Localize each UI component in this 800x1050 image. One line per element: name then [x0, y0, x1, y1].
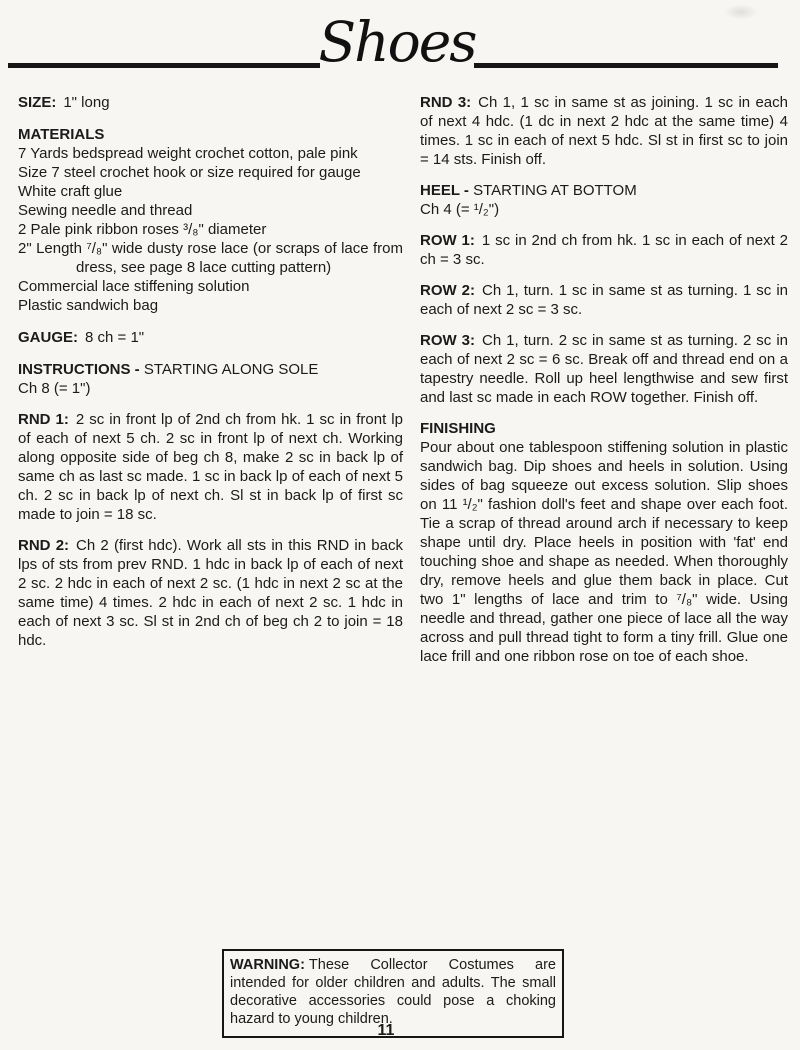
size-label: SIZE:	[18, 94, 57, 111]
warning-label: WARNING:	[230, 957, 305, 973]
instructions-heading-rest: STARTING ALONG SOLE	[143, 361, 319, 378]
heel-heading-block	[420, 181, 788, 219]
round-text: Ch 2 (first hdc). Work all sts in this RND in back lps of sts from prev RND. 1 hdc in back lp of each of next 2 sc. 2 hdc in each of next 2 sc. (1 hdc in next 2 sc at the same time) 4 times. 2 hdc in each of next 2 sc. 1 hdc in each of next 3 sc. Sl st in 2nd ch of beg ch 2 to join = 18 hdc.	[18, 537, 403, 649]
heel-heading-bold: HEEL -	[420, 182, 469, 199]
row-label: ROW 3:	[420, 332, 475, 349]
left-column	[18, 93, 403, 662]
round-label: RND 2:	[18, 537, 70, 554]
round-paragraph	[420, 93, 788, 169]
gauge-value: 8 ch = 1"	[85, 329, 145, 346]
round-text: 2 sc in front lp of 2nd ch from hk. 1 sc in front lp of each of next 5 ch. 2 sc in front lp of next ch. Working along opposite side of beg ch 8, make 2 sc in back lp of same ch as last sc made. 1 sc in back lp of each of next 5 ch. 2 sc in back lp of next ch. Sl st in back lp of first sc made to join = 18 sc.	[18, 411, 403, 523]
materials-item: Plastic sandwich bag	[18, 297, 159, 314]
page-number: 11	[377, 1022, 395, 1039]
finishing-heading: FINISHING	[420, 420, 496, 437]
materials-item: 7 Yards bedspread weight crochet cotton, pale pink	[18, 145, 358, 162]
heel-start: Ch 4 (= ¹/₂")	[420, 201, 500, 218]
instructions-heading	[18, 360, 403, 379]
heel-heading	[420, 181, 788, 200]
instructions-start: Ch 8 (= 1")	[18, 380, 91, 397]
row-label: ROW 2:	[420, 282, 475, 299]
materials-item: White craft glue	[18, 183, 123, 200]
row-text: Ch 1, turn. 2 sc in same st as turning. 2 sc in each of next 2 sc = 6 sc. Break off and thread end on a tapestry needle. Roll up heel lengthwise and sew first and last sc made in each ROW together. Finish off.	[420, 332, 788, 406]
scan-artifact	[724, 4, 758, 20]
warning-text: These Collector Costumes are intended for older children and adults. The small decorative accessories could pose a choking hazard to young children.	[230, 957, 556, 1027]
materials-item: Commercial lace stiffening solution	[18, 278, 250, 295]
row-paragraph	[420, 231, 788, 269]
row-paragraph	[420, 281, 788, 319]
header-rule-right	[474, 63, 778, 68]
materials-item: 2" Length ⁷/₈" wide dusty rose lace (or scraps of lace from dress, see page 8 lace cutting pattern)	[18, 240, 403, 276]
round-label: RND 3:	[420, 94, 472, 111]
size-line	[18, 93, 403, 112]
materials-item: Sewing needle and thread	[18, 202, 193, 219]
materials-heading: MATERIALS	[18, 126, 105, 143]
round-paragraph	[18, 410, 403, 524]
header-rule-left	[8, 63, 320, 68]
row-text: Ch 1, turn. 1 sc in same st as turning. 1 sc in each of next 2 sc = 3 sc.	[420, 282, 788, 318]
row-paragraph	[420, 331, 788, 407]
round-text: Ch 1, 1 sc in same st as joining. 1 sc in each of next 4 hdc. (1 dc in next 2 hdc at the same time) 4 times. 1 sc in each of next 5 hdc. Sl st in first sc to join = 14 sts. Finish off.	[420, 94, 788, 168]
instructions-heading-block	[18, 360, 403, 398]
materials-item: Size 7 steel crochet hook or size required for gauge	[18, 164, 361, 181]
materials-item: 2 Pale pink ribbon roses ³/₈" diameter	[18, 221, 267, 238]
gauge-label: GAUGE:	[18, 329, 78, 346]
gauge-line	[18, 328, 403, 347]
round-paragraph	[18, 536, 403, 650]
materials-list	[18, 144, 403, 315]
row-label: ROW 1:	[420, 232, 475, 249]
finishing-text: Pour about one tablespoon stiffening solution in plastic sandwich bag. Dip shoes and heels in solution. Using sides of bag squeeze out excess solution. Slip shoes on 11 ¹/₂" fashion doll's feet and shape over each foot. Tie a scrap of thread around arch if necessary to keep shape until dry. Place heels in position with 'fat' end touching shoe and shape as needed. When thoroughly dry, remove heels and glue them back in place. Cut two 1" lengths of lace and trim to ⁷/₈" wide. Using needle and thread, gather one piece of lace all the way across and pull thread tight to form a tiny frill. Glue one lace frill and one ribbon rose on toe of each shoe.	[420, 439, 788, 665]
row-text: 1 sc in 2nd ch from hk. 1 sc in each of next 2 ch = 3 sc.	[420, 232, 788, 268]
instructions-heading-bold: INSTRUCTIONS -	[18, 361, 140, 378]
size-value: 1" long	[63, 94, 110, 111]
round-label: RND 1:	[18, 411, 69, 428]
page-title: Shoes	[318, 10, 476, 74]
right-column	[420, 93, 788, 678]
heel-heading-rest: STARTING AT BOTTOM	[473, 182, 637, 199]
